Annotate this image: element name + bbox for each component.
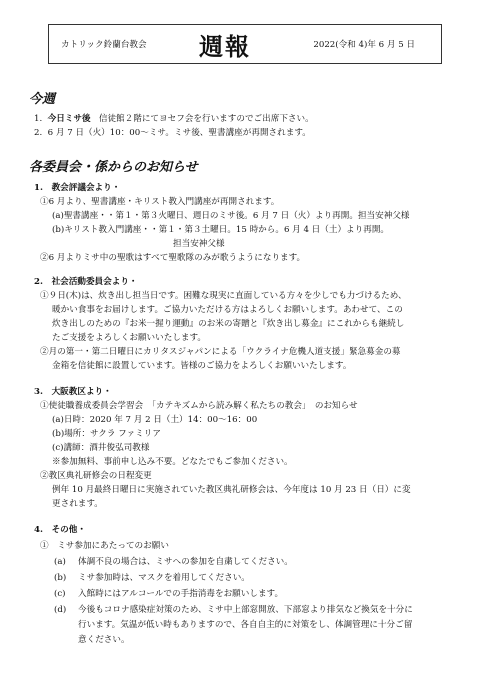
church-name: カトリック鈴蘭台教会 <box>61 40 147 50</box>
s3-line-7: 例年 10 月最終日曜日に実施されていた教区典礼研修会は、今年度は 10 月 23 日（日）に変 <box>52 485 411 495</box>
s1-line-5: ②6 月よりミサ中の聖歌はすべて聖歌隊のみが歌うようになります。 <box>40 253 306 263</box>
item-mark: (b) <box>54 573 67 583</box>
item-mark: (a) <box>54 557 66 567</box>
s4-item-a <box>54 556 293 569</box>
item-text: 体調不良の場合は、ミサへの参加を自粛してください。 <box>78 557 293 567</box>
s3-line-1: ①使徒職養成委員会学習会 「カテキズムから読み解く私たちの教会」 のお知らせ <box>40 401 358 411</box>
s3-line-4: (c)講師：酒井俊弘司教様 <box>52 443 150 453</box>
this-week-item-2 <box>34 127 311 140</box>
s4-item-d-line-2: 行います。気温が低い時もありますので、各自自主的に対策をし、体調管理に十分ご留 <box>78 620 413 630</box>
s1-line-3: (b)キリスト教入門講座・・第１・第３土曜日。15 時から。6 月 4 日（土）より再開。 <box>52 225 390 235</box>
item-mark: (d) <box>54 605 67 615</box>
s3-line-5: ※参加無料、事前申し込み不要。どなたでもご参加ください。 <box>52 457 293 467</box>
header-box <box>48 24 442 64</box>
s3-line-2: (a)日時：2020 年 7 月 2 日（土）14：00～16：00 <box>52 415 258 425</box>
s4-item-d-line-3: 意ください。 <box>78 635 130 645</box>
s1-heading: 1. 教会評議会より・ <box>34 183 121 193</box>
page-title: 週報 <box>199 32 251 61</box>
s4-item-b <box>54 572 250 585</box>
s1-line-1: ①6 月より、聖書講座・キリスト教入門講座が再開されます。 <box>40 197 280 207</box>
this-week-title: 今週 <box>29 92 56 107</box>
s2-line-5: ②月の第一・第二日曜日にカリタスジャパンによる「ウクライナ危機人道支援」緊急募金の募 <box>40 347 401 357</box>
item-text: 入館時にはアルコールでの手指消毒をお願いします。 <box>78 589 284 599</box>
item-text: 信徒館２階にてヨセフ会を行いますのでご出席下さい。 <box>98 114 314 124</box>
item-mark: (c) <box>54 589 66 599</box>
item-text: 6 月 7 日（火）10：00～ミサ。ミサ後、聖書講座が再開されます。 <box>47 128 311 138</box>
s1-line-4: 担当安神父様 <box>173 239 225 249</box>
issue-date: 2022(令和 4)年 6 月 5 日 <box>313 40 415 50</box>
item-text: 今後もコロナ感染症対策のため、ミサ中上部窓開放、下部窓より排気など換気を十分に <box>78 605 413 615</box>
s2-line-2: 暖かい食事をお届けします。ご協力いただける方はよろしくお願いします。あわせて、この <box>52 305 403 315</box>
s2-heading: 2. 社会活動委員会より・ <box>34 277 138 287</box>
s4-item-d <box>54 604 413 617</box>
item-number: 2. <box>34 128 43 138</box>
s2-line-1: ①９日(木)は、炊き出し担当日です。困難な現実に直面している方々を少しでも力づけるため、 <box>40 291 407 301</box>
this-week-item-1 <box>34 113 314 126</box>
s3-heading: 3. 大阪教区より・ <box>34 387 112 397</box>
notices-title: 各委員会・係からのお知らせ <box>29 160 198 175</box>
s4-heading: 4. その他・ <box>34 525 86 535</box>
s3-line-6: ②教区典礼研修会の日程変更 <box>40 471 152 481</box>
s3-line-3: (b)場所：サクラ ファミリア <box>52 429 161 439</box>
s2-line-3: 炊き出しのための『お米一握り運動』のお米の寄贈と『炊き出し募金』にこれからも継続し <box>52 319 405 329</box>
item-text: ミサ参加時は、マスクを着用してください。 <box>78 573 250 583</box>
item-lead: 今日ミサ後 <box>47 114 91 124</box>
s1-line-2: (a)聖書講座・・第１・第３火曜日、週日のミサ後。6 月 7 日（火）より再開。担当安神父様 <box>52 211 410 221</box>
item-number: 1. <box>34 114 43 124</box>
s2-line-4: たご支援をよろしくお願いいたします。 <box>52 333 207 343</box>
s2-line-6: 金箱を信徒館に設置しています。皆様のご協力をよろしくお願いいたします。 <box>52 361 352 371</box>
s3-line-8: 更されます。 <box>52 499 103 509</box>
s4-line-1: ① ミサ参加にあたってのお願い <box>40 541 169 551</box>
s4-item-c <box>54 588 283 601</box>
